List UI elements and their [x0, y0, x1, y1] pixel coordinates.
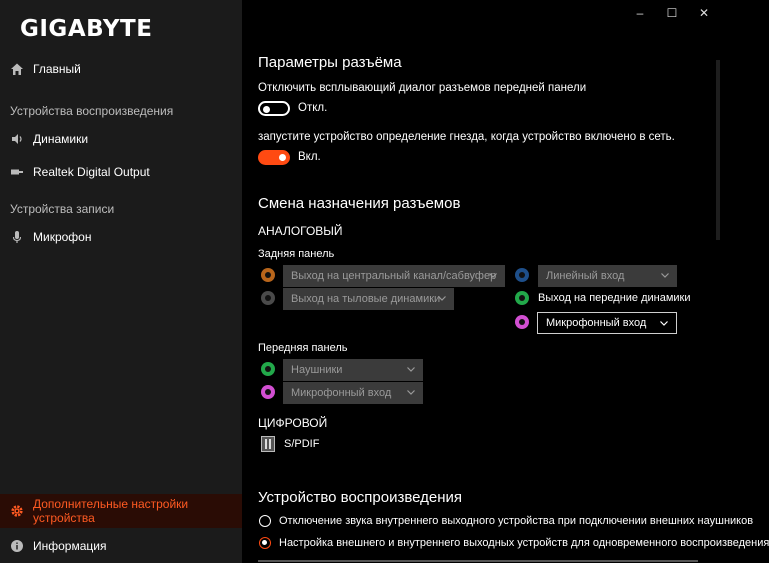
jack-detect-label: запустите устройство определение гнезда, когда устройство включено в сеть.	[258, 131, 675, 143]
mute-internal-label: Отключение звука внутреннего выходного устройства при подключении внешних наушников	[279, 515, 754, 527]
sidebar-item-label: Информация	[33, 539, 107, 553]
vertical-scrollbar[interactable]	[716, 60, 720, 240]
sidebar-item-label: Главный	[33, 62, 81, 76]
popup-dialog-label: Отключить всплывающий диалог разъемов передней панели	[258, 82, 587, 94]
sidebar-item-label: Микрофон	[33, 230, 92, 244]
popup-dialog-state: Откл.	[298, 102, 328, 114]
sidebar-item-microphone[interactable]	[0, 220, 242, 254]
orange-jack-icon	[261, 268, 275, 282]
green-jack-icon	[261, 362, 275, 376]
maximize-button[interactable]: ☐	[666, 6, 678, 20]
chevron-down-icon	[438, 294, 446, 302]
popup-dialog-toggle[interactable]	[258, 101, 290, 116]
rear-surround-dropdown[interactable]	[283, 288, 454, 310]
rear-mic-in-dropdown[interactable]	[537, 312, 677, 334]
horizontal-scrollbar[interactable]	[258, 560, 698, 562]
dropdown-value: Наушники	[291, 364, 343, 376]
dropdown-value: Выход на тыловые динамики	[291, 293, 441, 305]
spdif-label: S/PDIF	[284, 438, 320, 450]
pink-jack-icon	[261, 385, 275, 399]
simultaneous-playback-radio[interactable]	[259, 537, 271, 549]
playback-device-title: Устройство воспроизведения	[258, 489, 463, 506]
digital-output-icon	[10, 165, 24, 179]
sidebar-item-information[interactable]	[0, 529, 242, 563]
front-headphones-dropdown[interactable]	[283, 359, 423, 381]
close-button[interactable]: ✕	[698, 6, 710, 20]
rear-panel-label: Задняя панель	[258, 248, 335, 260]
pink-jack-icon	[515, 315, 529, 329]
rear-line-in-dropdown[interactable]	[538, 265, 677, 287]
sidebar	[0, 0, 242, 563]
chevron-down-icon	[407, 388, 415, 396]
dropdown-value: Микрофонный вход	[546, 317, 647, 329]
gear-icon	[10, 504, 24, 518]
sidebar-item-home[interactable]	[0, 52, 242, 86]
front-mic-dropdown[interactable]	[283, 382, 423, 404]
jack-detect-toggle[interactable]	[258, 150, 290, 165]
spdif-port-icon	[261, 436, 275, 452]
chevron-down-icon	[660, 319, 668, 327]
sidebar-item-speakers[interactable]	[0, 122, 242, 156]
rear-front-speakers-label: Выход на передние динамики	[538, 292, 691, 304]
chevron-down-icon	[661, 271, 669, 279]
minimize-button[interactable]: –	[636, 6, 644, 20]
chevron-down-icon	[489, 271, 497, 279]
retasking-title: Смена назначения разъемов	[258, 195, 461, 212]
simultaneous-playback-label: Настройка внешнего и внутреннего выходных устройств для одновременного воспроизведения	[279, 537, 769, 549]
sidebar-item-advanced-settings[interactable]	[0, 494, 242, 528]
jack-settings-title: Параметры разъёма	[258, 54, 402, 71]
speaker-icon	[10, 132, 24, 146]
front-panel-label: Передняя панель	[258, 342, 348, 354]
digital-heading: ЦИФРОВОЙ	[258, 416, 328, 430]
green-jack-icon	[515, 291, 529, 305]
analog-heading: АНАЛОГОВЫЙ	[258, 224, 343, 238]
record-section-heading: Устройства записи	[10, 202, 115, 216]
grey-jack-icon	[261, 291, 275, 305]
sidebar-item-label: Дополнительные настройки устройства	[33, 497, 189, 525]
playback-section-heading: Устройства воспроизведения	[10, 104, 174, 118]
rear-center-sub-dropdown[interactable]	[283, 265, 505, 287]
gigabyte-logo: GIGABYTE	[20, 16, 153, 42]
dropdown-value: Выход на центральный канал/сабвуфер	[291, 270, 497, 282]
info-icon	[10, 539, 24, 553]
home-icon	[10, 62, 24, 76]
jack-detect-state: Вкл.	[298, 151, 321, 163]
sidebar-item-label: Динамики	[33, 132, 89, 146]
window-controls	[624, 0, 720, 26]
mute-internal-radio[interactable]	[259, 515, 271, 527]
sidebar-item-digital-output[interactable]	[0, 155, 242, 189]
blue-jack-icon	[515, 268, 529, 282]
sidebar-item-label: Realtek Digital Output	[33, 165, 150, 179]
microphone-icon	[10, 230, 24, 244]
chevron-down-icon	[407, 365, 415, 373]
dropdown-value: Линейный вход	[546, 270, 625, 282]
dropdown-value: Микрофонный вход	[291, 387, 392, 399]
